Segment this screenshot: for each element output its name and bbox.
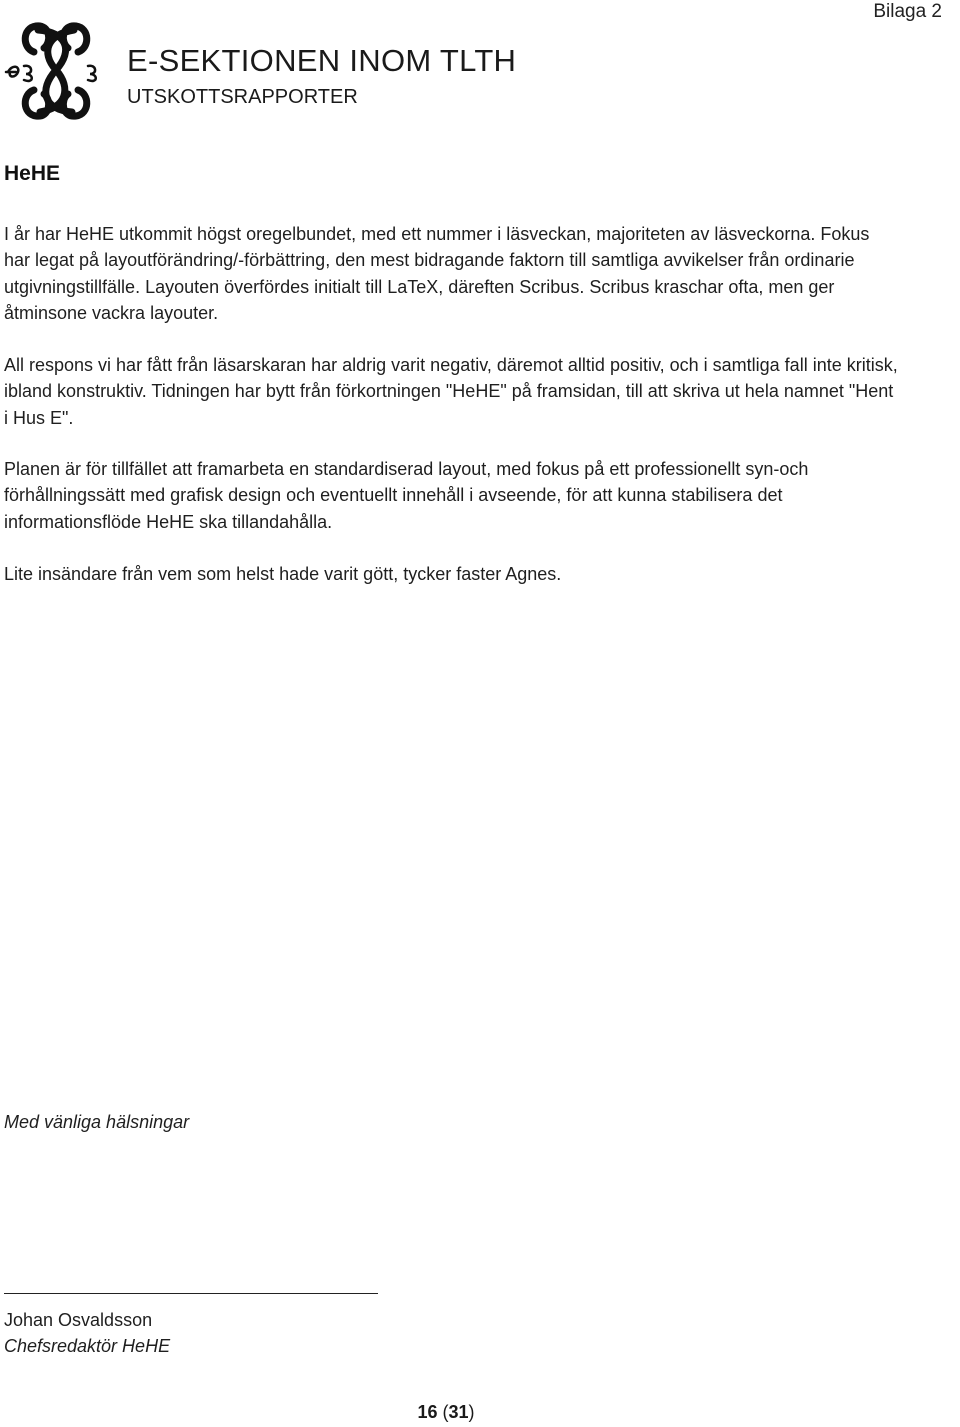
signature-role: Chefsredaktör HeHE bbox=[4, 1336, 171, 1356]
closing-greeting: Med vänliga hälsningar bbox=[4, 1112, 190, 1132]
page-number bbox=[0, 1402, 892, 1423]
report-paragraph: All respons vi har fått från läsarskaran har aldrig varit negativ, däremot alltid positiv, och i samtliga fall inte kritisk, ibland konstruktiv. Tidningen har bytt från förkortningen "HeHE" på framsidan, till att skriva ut hela namnet "Hent i Hus E". bbox=[4, 355, 898, 428]
e-sektionen-logo-icon bbox=[4, 14, 108, 126]
report-paragraph: Lite insändare från vem som helst hade varit gött, tycker faster Agnes. bbox=[4, 564, 562, 584]
organization-title: E-SEKTIONEN INOM TLTH bbox=[127, 43, 517, 78]
page-total: 31 bbox=[448, 1402, 469, 1422]
report-heading: HeHE bbox=[4, 162, 61, 185]
page-current: 16 bbox=[417, 1402, 438, 1422]
signature-name: Johan Osvaldsson bbox=[4, 1310, 153, 1330]
signature-line bbox=[4, 1293, 378, 1294]
page-total-wrapper: (31) bbox=[442, 1402, 475, 1422]
appendix-label: Bilaga 2 bbox=[873, 1, 942, 22]
report-paragraph: I år har HeHE utkommit högst oregelbundet, med ett nummer i läsveckan, majoriteten av läsveckorna. Fokus har legat på layoutförändring/-förbättring, den mest bidragande faktorn till samtliga avvikelser från ordinarie utgivningstillfälle. Layouten överfördes initialt till LaTeX, däreften Scribus. Scribus kraschar ofta, men ger åtminsone vackra layouter. bbox=[4, 224, 870, 323]
organization-subtitle: UTSKOTTSRAPPORTER bbox=[127, 86, 358, 108]
report-paragraph: Planen är för tillfället att framarbeta en standardiserad layout, med fokus på ett professionellt syn-och förhållningssätt med grafisk design och eventuellt innehåll i avseende, för att kunna stabilisera det informationsflöde HeHE ska tillandahålla. bbox=[4, 459, 809, 532]
